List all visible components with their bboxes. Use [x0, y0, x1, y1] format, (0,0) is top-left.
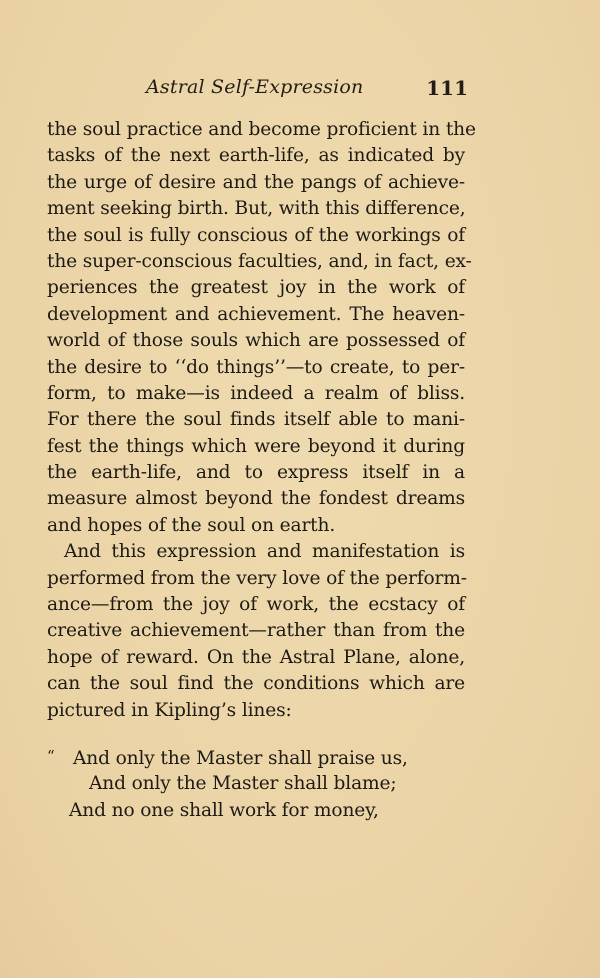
text-line: the desire to ‘‘do things’’—to create, to per- — [47, 356, 465, 378]
paragraph-2 — [47, 539, 465, 724]
text-line: And this expression and manifestation is — [64, 541, 465, 563]
poem-line — [47, 743, 465, 770]
text-line: and hopes of the soul on earth. — [47, 514, 336, 536]
poem-line: And no one shall work for money, — [69, 800, 379, 821]
body-text — [47, 117, 476, 724]
text-line: the urge of desire and the pangs of achieve- — [47, 171, 465, 193]
text-line: the earth-life, and to express itself in a — [47, 462, 465, 484]
text-line: world of those souls which are possessed of — [47, 330, 465, 352]
page-number: 111 — [426, 76, 468, 100]
text-line: ance—from the joy of work, the ecstacy of — [47, 594, 465, 616]
text-line: can the soul find the conditions which are — [47, 673, 465, 695]
poem-line: And only the Master shall blame; — [89, 773, 397, 794]
text-line: performed from the very love of the perform- — [47, 567, 467, 589]
poem-line-text: And only the Master shall praise us, — [73, 748, 408, 769]
text-line: fest the things which were beyond it during — [47, 435, 465, 457]
text-line: the soul practice and become proficient in the — [47, 119, 476, 140]
paragraph-1 — [47, 117, 476, 539]
text-line: the soul is fully conscious of the workings of — [47, 224, 465, 246]
text-line: measure almost beyond the fondest dreams — [47, 488, 465, 510]
text-line: ment seeking birth. But, with this difference, — [47, 198, 466, 220]
running-head — [146, 76, 468, 106]
running-title: Astral Self-Expression — [146, 76, 364, 98]
text-line: For there the soul finds itself able to mani- — [47, 409, 465, 431]
text-line: hope of reward. On the Astral Plane, alone, — [47, 646, 465, 668]
text-line: the super-conscious faculties, and, in fact, ex- — [47, 250, 472, 272]
text-line: tasks of the next earth-life, as indicated by — [47, 145, 465, 167]
open-quote-mark: “ — [47, 747, 55, 765]
text-line: creative achievement—rather than from the — [47, 620, 465, 642]
text-line: periences the greatest joy in the work of — [47, 277, 465, 299]
text-line: form, to make—is indeed a realm of bliss. — [47, 382, 465, 404]
text-line: pictured in Kipling’s lines: — [47, 699, 292, 721]
text-line: development and achievement. The heaven- — [47, 303, 465, 325]
poem-quotation — [47, 743, 465, 824]
